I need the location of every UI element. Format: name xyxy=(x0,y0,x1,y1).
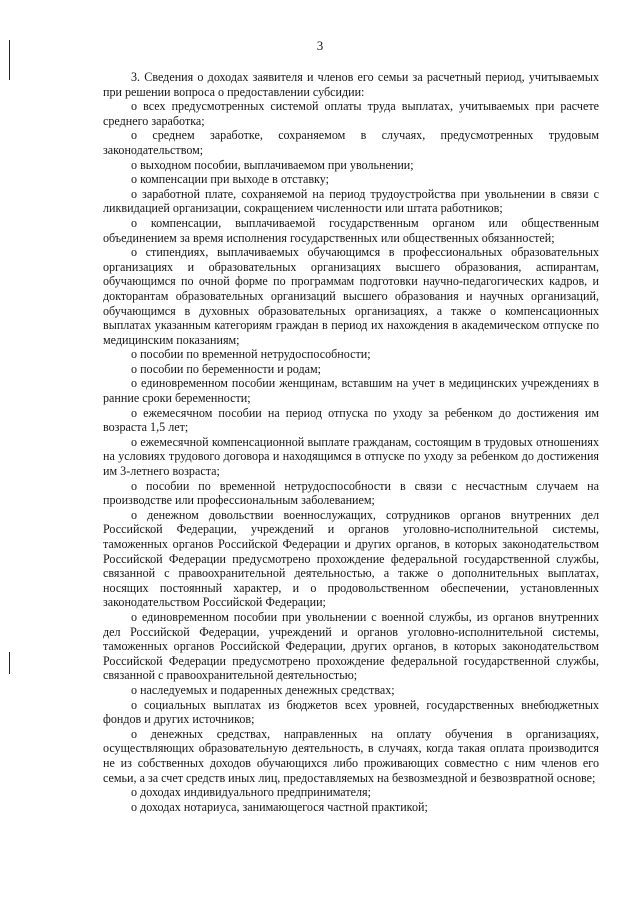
list-item: о социальных выплатах из бюджетов всех уровней, государственных внебюджетных фондов и других источников; xyxy=(103,697,599,727)
list-item: о компенсации, выплачиваемой государственным органом или общественным объединением за время исполнения государственных или общественных обязанностей; xyxy=(103,215,599,245)
list-item: о пособии по беременности и родам; xyxy=(131,361,321,376)
list-item: о единовременном пособии женщинам, вставшим на учет в медицинских учреждениях в ранние сроки беременности; xyxy=(103,376,599,406)
list-item: о наследуемых и подаренных денежных средствах; xyxy=(131,682,395,697)
list-item: о пособии по временной нетрудоспособности; xyxy=(131,347,371,362)
list-item: о доходах нотариуса, занимающегося частной практикой; xyxy=(131,799,428,814)
page-number: 3 xyxy=(316,38,324,53)
scan-edge-mark-middle xyxy=(9,652,10,674)
list-item: о единовременном пособии при увольнении с военной службы, из органов внутренних дел Российской Федерации, учреждений и органов уголовно-исполнительной системы, таможенных органов Российской Федерации, других органов, в которых законодательством Российской Федерации предусмотрено прохождение федеральной государственной службы, связанной с правоохранительной деятельностью; xyxy=(103,609,599,683)
list-item: о выходном пособии, выплачиваемом при увольнении; xyxy=(131,157,414,172)
list-item: о ежемесячном пособии на период отпуска по уходу за ребенком до достижения им возраста 1,5 лет; xyxy=(103,405,599,435)
list-item: о денежном довольствии военнослужащих, сотрудников органов внутренних дел Российской Федерации, учреждений и органов уголовно-исполнительной системы, таможенных органов Российской Федерации и других органов, в которых законодательством Российской Федерации предусмотрено прохождение федеральной государственной службы, связанной с правоохранительной деятельностью, а также о дополнительных выплатах, носящих постоянный характер, и о продовольственном обеспечении, установленных законодательством Российской Федерации; xyxy=(103,507,599,610)
document-body xyxy=(103,70,599,814)
list-item: о компенсации при выходе в отставку; xyxy=(131,172,329,187)
list-item: о денежных средствах, направленных на оплату обучения в организациях, осуществляющих образовательную деятельность, в случаях, когда такая оплата производится не из собственных доходов обучающихся либо проживающих совместно с ним членов его семьи, а за счет средств иных лиц, предоставляемых на безвозмездной и безвозвратной основе; xyxy=(103,726,599,785)
intro-paragraph: 3. Сведения о доходах заявителя и членов его семьи за расчетный период, учитываемых при решении вопроса о предоставлении субсидии: xyxy=(103,70,599,99)
list-item: о всех предусмотренных системой оплаты труда выплатах, учитываемых при расчете среднего заработка; xyxy=(103,99,599,128)
list-item: о среднем заработке, сохраняемом в случаях, предусмотренных трудовым законодательством; xyxy=(103,128,599,157)
list-item: о заработной плате, сохраняемой на период трудоустройства при увольнении в связи с ликвидацией организации, сокращением численности или штата работников; xyxy=(103,186,599,216)
list-item: о стипендиях, выплачиваемых обучающимся в профессиональных образовательных организациях и образовательных организациях высшего образования, аспирантам, обучающимся по очной форме по программам подготовки научно-педагогических кадров, и докторантам образовательных организаций высшего образования и научных организаций, обучающимся в духовных образовательных организациях, а также о компенсационных выплатах указанным категориям граждан в период их нахождения в академическом отпуске по медицинским показаниям; xyxy=(103,245,599,347)
list-item: о доходах индивидуального предпринимателя; xyxy=(131,785,371,800)
list-item: о ежемесячной компенсационной выплате гражданам, состоящим в трудовых отношениях на условиях трудового договора и находящимся в отпуске по уходу за ребенком до достижения им 3-летнего возраста; xyxy=(103,434,599,479)
list-item: о пособии по временной нетрудоспособности в связи с несчастным случаем на производстве или профессиональным заболеванием; xyxy=(103,478,599,508)
